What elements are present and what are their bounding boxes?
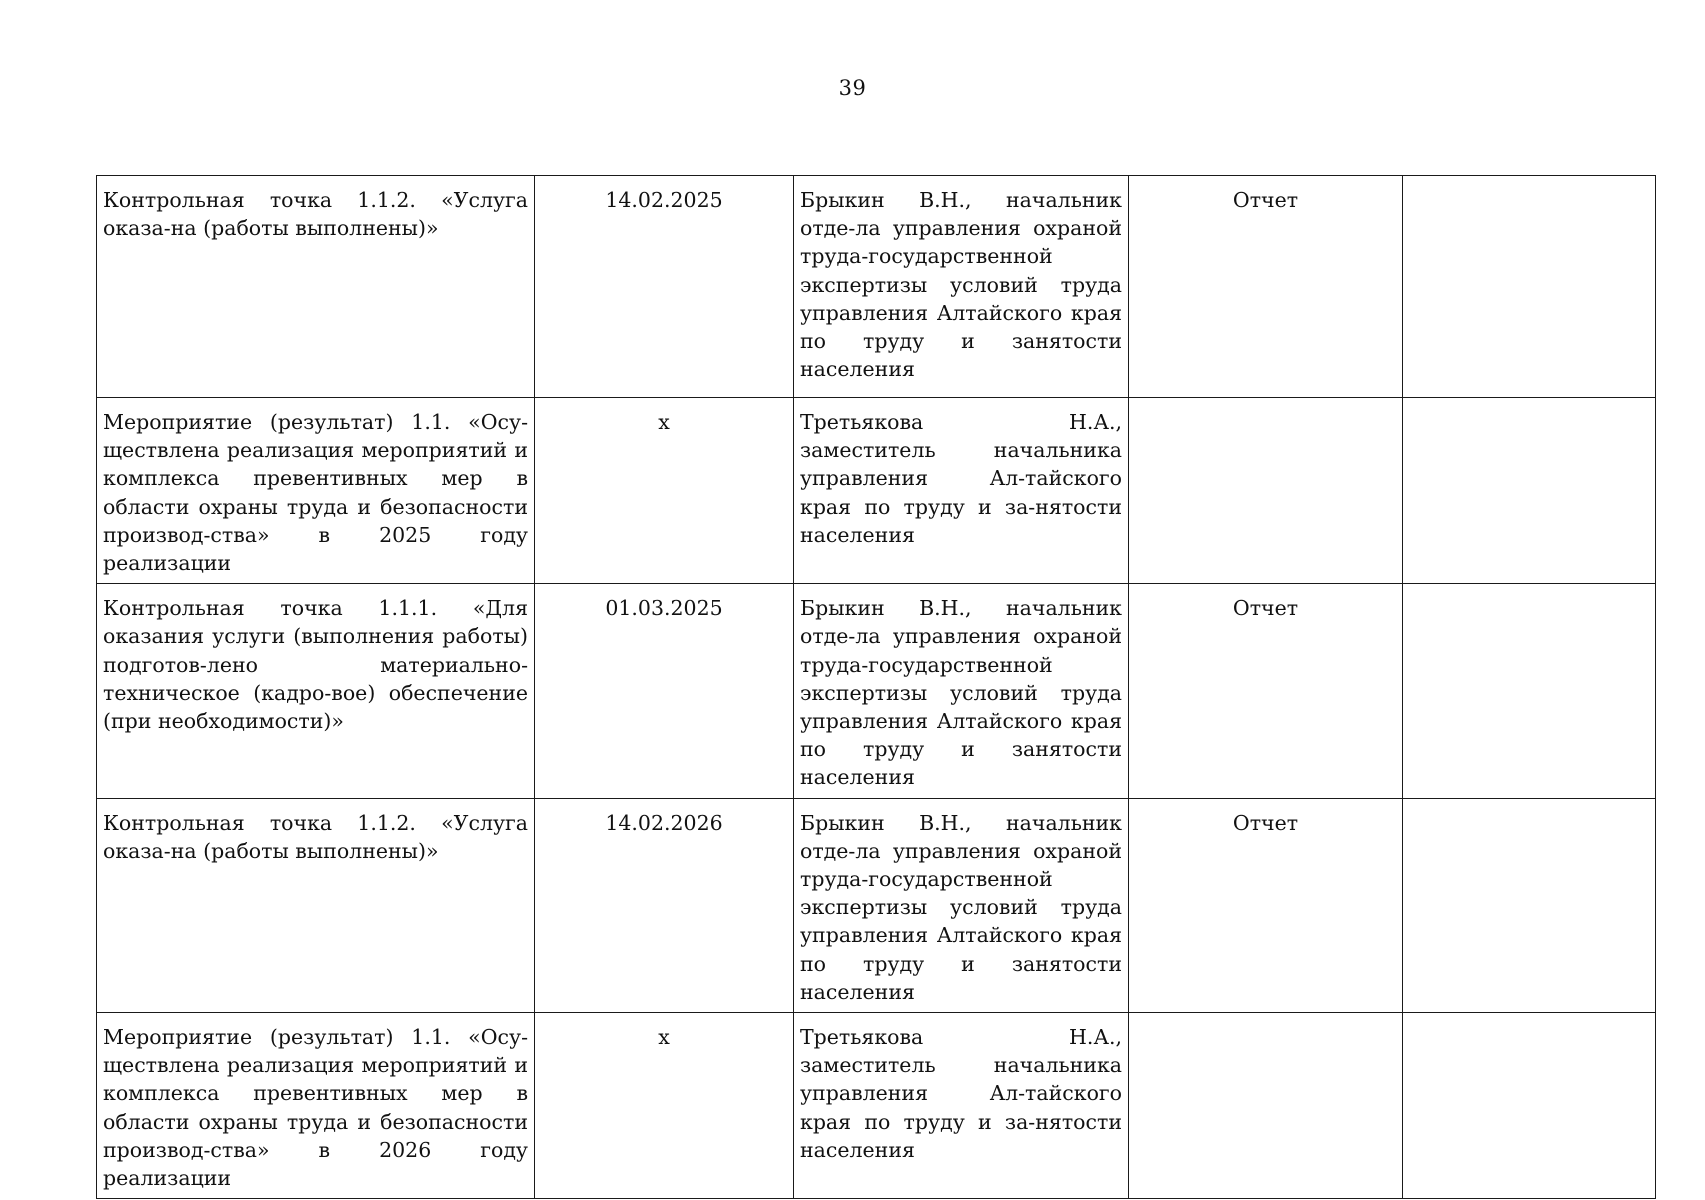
- table-row: [97, 176, 1656, 398]
- deadline-cell: 14.02.2025: [535, 176, 794, 398]
- extra-cell: [1403, 398, 1656, 584]
- responsible-cell: Третьякова Н.А., заместитель начальника управления Ал-тайского края по труду и за-нятости населения: [794, 1013, 1129, 1199]
- table-row: [97, 398, 1656, 584]
- responsible-cell: Брыкин В.Н., начальник отде-ла управления охраной труда-государственной экспертизы условий труда управления Алтайского края по труду и занятости населения: [794, 584, 1129, 798]
- extra-cell: [1403, 1013, 1656, 1199]
- extra-cell: [1403, 584, 1656, 798]
- table-row: [97, 798, 1656, 1012]
- document-type-cell: [1129, 1013, 1403, 1199]
- event-name-cell: Мероприятие (результат) 1.1. «Осу-ществлена реализация мероприятий и комплекса превентивных мер в области охраны труда и безопасности производ-ства» в 2025 году реализации: [97, 398, 535, 584]
- page-number: 39: [838, 76, 867, 100]
- deadline-cell: 01.03.2025: [535, 584, 794, 798]
- deadline-cell: х: [535, 1013, 794, 1199]
- document-type-cell: Отчет: [1129, 798, 1403, 1012]
- document-type-cell: [1129, 398, 1403, 584]
- document-type-cell: Отчет: [1129, 584, 1403, 798]
- schedule-table: [96, 175, 1656, 1199]
- responsible-cell: Брыкин В.Н., начальник отде-ла управления охраной труда-государственной экспертизы условий труда управления Алтайского края по труду и занятости населения: [794, 798, 1129, 1012]
- event-name-cell: Мероприятие (результат) 1.1. «Осу-ществлена реализация мероприятий и комплекса превентивных мер в области охраны труда и безопасности производ-ства» в 2026 году реализации: [97, 1013, 535, 1199]
- extra-cell: [1403, 798, 1656, 1012]
- event-name-cell: Контрольная точка 1.1.1. «Для оказания услуги (выполнения работы) подготов-лено материально-техническое (кадро-вое) обеспечение (при необходимости)»: [97, 584, 535, 798]
- event-name-cell: Контрольная точка 1.1.2. «Услуга оказа-на (работы выполнены)»: [97, 176, 535, 398]
- table-row: [97, 1013, 1656, 1199]
- deadline-cell: х: [535, 398, 794, 584]
- event-name-cell: Контрольная точка 1.1.2. «Услуга оказа-на (работы выполнены)»: [97, 798, 535, 1012]
- table-row: [97, 584, 1656, 798]
- responsible-cell: Третьякова Н.А., заместитель начальника управления Ал-тайского края по труду и за-нятости населения: [794, 398, 1129, 584]
- extra-cell: [1403, 176, 1656, 398]
- deadline-cell: 14.02.2026: [535, 798, 794, 1012]
- responsible-cell: Брыкин В.Н., начальник отде-ла управления охраной труда-государственной экспертизы условий труда управления Алтайского края по труду и занятости населения: [794, 176, 1129, 398]
- document-type-cell: Отчет: [1129, 176, 1403, 398]
